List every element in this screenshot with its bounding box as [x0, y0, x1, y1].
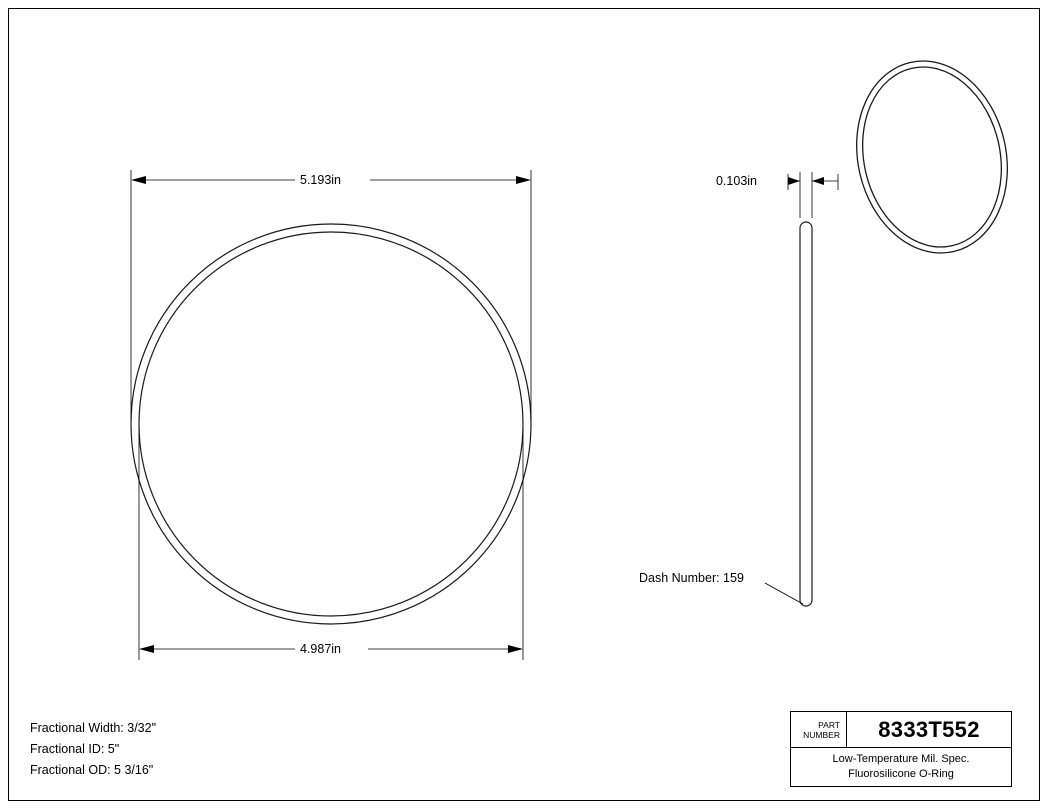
part-number-label-line1: PART: [818, 719, 840, 730]
part-number-label-line2: NUMBER: [803, 729, 840, 740]
thickness-dimension-label: 0.103in: [716, 174, 758, 188]
id-dimension-label: 4.987in: [300, 642, 342, 656]
oring-iso-view: [838, 46, 1026, 268]
thickness-arrow-right: [812, 177, 824, 185]
dash-number-label: Dash Number: 159: [639, 571, 744, 585]
title-block: [790, 711, 1012, 787]
id-arrow-left: [139, 645, 154, 653]
spec-item-width: Fractional Width: 3/32": [30, 721, 157, 735]
thickness-arrow-left: [788, 177, 800, 185]
dash-number-leader: [765, 583, 803, 604]
spec-list: [30, 718, 156, 781]
description-line1: Low-Temperature Mil. Spec.: [832, 753, 970, 765]
oring-outer-circle: [131, 224, 531, 624]
id-arrow-right: [508, 645, 523, 653]
spec-item-od: Fractional OD: 5 3/16": [30, 763, 154, 777]
oring-inner-circle: [139, 232, 523, 616]
od-arrow-left: [131, 176, 146, 184]
title-block-part-row: [791, 712, 1011, 748]
title-block-description: [791, 748, 1011, 786]
spec-item-id: Fractional ID: 5": [30, 742, 120, 756]
part-number-value: 8333T552: [878, 716, 980, 742]
description-line2: Fluorosilicone O-Ring: [848, 768, 954, 780]
od-dimension-label: 5.193in: [300, 173, 342, 187]
part-number-label: [791, 712, 847, 747]
side-view-section: [800, 222, 812, 606]
od-arrow-right: [516, 176, 531, 184]
